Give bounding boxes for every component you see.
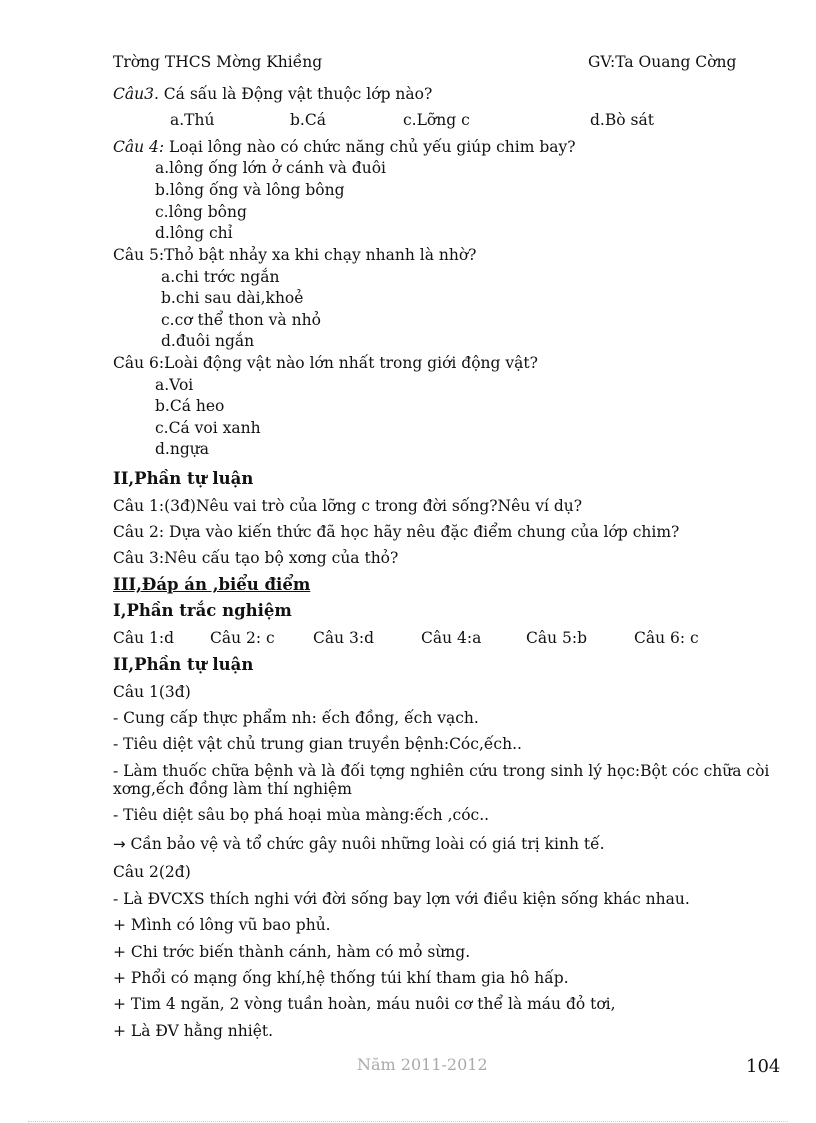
answer-c1-line: - Tiêu diệt vật chủ trung gian truyền bệnh:Cóc,ếch.. — [113, 735, 522, 753]
conclusion-text: Cần bảo vệ và tổ chức gây nuôi những loài có giá trị kinh tế. — [130, 835, 605, 853]
answer-6: Câu 6: c — [634, 629, 699, 647]
q5-option-b: b.chi sau dài,khoẻ — [161, 289, 304, 307]
answer-key-row — [0, 628, 816, 648]
answer-c1-line: - Làm thuốc chữa bệnh và là đối tợng nghiên cứu trong sinh lý học:Bột cóc chữa còi — [113, 762, 770, 780]
answer-c2-line: + Là ĐV hằng nhiệt. — [113, 1022, 274, 1040]
question-3-options — [0, 110, 816, 130]
q6-option-d: d.ngựa — [155, 440, 209, 458]
question-4-text: Loại lông nào có chức năng chủ yếu giúp chim bay? — [164, 138, 576, 156]
question-4-prefix: Câu 4: — [113, 138, 165, 156]
q4-option-a: a.lông ống lớn ở cánh và đuôi — [155, 159, 386, 177]
essay-answers-heading: II,Phần tự luận — [113, 655, 254, 674]
question-5: Câu 5:Thỏ bật nhảy xa khi chạy nhanh là nhờ? — [113, 246, 477, 264]
answer-3: Câu 3:d — [313, 629, 375, 647]
part-2-heading: II,Phần tự luận — [113, 469, 254, 488]
q6-option-a: a.Voi — [155, 376, 194, 394]
part-3-heading: III,Đáp án ,biểu điểm — [113, 575, 311, 594]
q6-option-c: c.Cá voi xanh — [155, 419, 261, 437]
answer-c1-conclusion — [113, 834, 605, 854]
q6-option-b: b.Cá heo — [155, 397, 225, 415]
answer-5: Câu 5:b — [526, 629, 588, 647]
question-3 — [113, 84, 432, 104]
essay-question-3: Câu 3:Nêu cấu tạo bộ xơng của thỏ? — [113, 549, 399, 567]
q5-option-a: a.chi trớc ngắn — [161, 268, 280, 286]
page-number: 104 — [746, 1056, 781, 1077]
teacher-name: GV:Ta Ouang Cờng — [588, 53, 737, 71]
answer-1: Câu 1:d — [113, 629, 175, 647]
school-name: Trờng THCS Mờng Khiềng — [113, 53, 323, 71]
answer-c2-line: - Là ĐVCXS thích nghi với đời sống bay lợn với điều kiện sống khác nhau. — [113, 890, 690, 908]
question-6: Câu 6:Loài động vật nào lớn nhất trong giới động vật? — [113, 354, 538, 372]
page-bottom-divider — [28, 1121, 788, 1122]
answer-c1-line: - Tiêu diệt sâu bọ phá hoại mùa màng:ếch ,cóc.. — [113, 806, 490, 824]
answer-2: Câu 2: c — [210, 629, 275, 647]
answer-c2-line: + Mình có lông vũ bao phủ. — [113, 916, 331, 934]
essay-question-1: Câu 1:(3đ)Nêu vai trò của lỡng c trong đời sống?Nêu ví dụ? — [113, 497, 583, 515]
q4-option-b: b.lông ống và lông bông — [155, 181, 345, 199]
answer-c2-line: + Tim 4 ngăn, 2 vòng tuần hoàn, máu nuôi cơ thể là máu đỏ tơi, — [113, 995, 616, 1013]
footer-year: Năm 2011-2012 — [357, 1055, 488, 1074]
q4-option-d: d.lông chỉ — [155, 224, 233, 242]
q3-option-b: b.Cá — [290, 111, 326, 129]
answers-heading: I,Phần trắc nghiệm — [113, 601, 292, 620]
answer-c2-line: + Chi trớc biến thành cánh, hàm có mỏ sừng. — [113, 943, 471, 961]
answer-c2-title: Câu 2(2đ) — [113, 863, 191, 881]
answer-c2-line: + Phổi có mạng ống khí,hệ thống túi khí tham gia hô hấp. — [113, 969, 569, 987]
q5-option-d: d.đuôi ngắn — [161, 332, 255, 350]
question-4 — [113, 137, 576, 157]
answer-c1-line: xơng,ếch đồng làm thí nghiệm — [113, 780, 352, 798]
q3-option-d: d.Bò sát — [590, 111, 654, 129]
essay-question-2: Câu 2: Dựa vào kiến thức đã học hãy nêu đặc điểm chung của lớp chim? — [113, 523, 680, 541]
answer-c1-title: Câu 1(3đ) — [113, 683, 191, 701]
q4-option-c: c.lông bông — [155, 203, 247, 221]
q3-option-c: c.Lỡng c — [403, 111, 470, 129]
q3-option-a: a.Thú — [170, 111, 215, 129]
question-3-text: Cá sấu là Động vật thuộc lớp nào? — [158, 85, 433, 103]
q5-option-c: c.cơ thể thon và nhỏ — [161, 311, 321, 329]
question-3-prefix: Câu3. — [113, 85, 159, 103]
answer-c1-line: - Cung cấp thực phẩm nh: ếch đồng, ếch vạch. — [113, 709, 479, 727]
answer-4: Câu 4:a — [421, 629, 482, 647]
arrow-right-icon: → — [113, 835, 126, 853]
